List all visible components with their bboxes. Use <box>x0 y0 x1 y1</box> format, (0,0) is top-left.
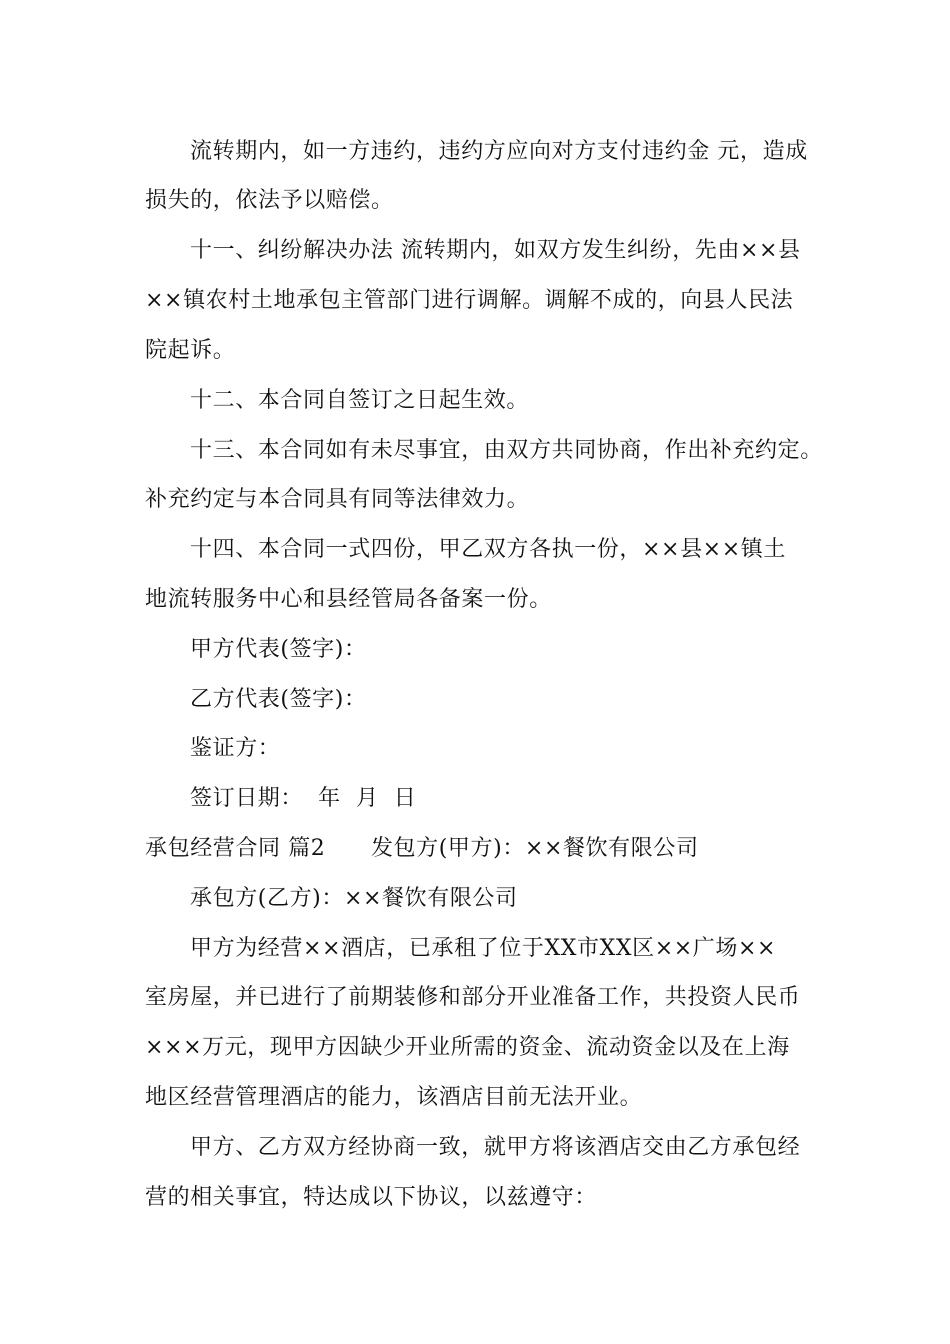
text-line: 甲方为经营××酒店，已承租了位于XX市XX区××广场×× <box>190 936 777 961</box>
signing-date-line: 签订日期： 年 月 日 <box>190 786 417 811</box>
text-line: 十一、纠纷解决办法 流转期内，如双方发生纠纷，先由××县 <box>190 238 801 263</box>
text-line: 十三、本合同如有未尽事宜，由双方共同协商，作出补充约定。 <box>190 438 823 463</box>
signature-line-party-a: 甲方代表(签字)： <box>190 637 367 662</box>
text-line: ×××万元，现甲方因缺少开业所需的资金、流动资金以及在上海 <box>145 1035 790 1060</box>
text-line: 十四、本合同一式四份，甲乙双方各执一份，××县××镇土 <box>190 537 786 562</box>
signature-line-party-b: 乙方代表(签字)： <box>190 687 367 712</box>
text-line: 地区经营管理酒店的能力，该酒店目前无法开业。 <box>145 1085 643 1110</box>
text-line: 甲方、乙方双方经协商一致，就甲方将该酒店交由乙方承包经 <box>190 1135 801 1160</box>
text-line: 流转期内，如一方违约，违约方应向对方支付违约金 元，造成 <box>190 139 808 164</box>
text-line: 补充约定与本合同具有同等法律效力。 <box>145 487 530 512</box>
text-line: 承包方(乙方)：××餐饮有限公司 <box>190 886 518 911</box>
text-line: ××镇农村土地承包主管部门进行调解。调解不成的，向县人民法 <box>145 288 794 313</box>
text-line: 损失的，依法予以赔偿。 <box>145 188 394 213</box>
text-line: 营的相关事宜，特达成以下协议，以兹遵守： <box>145 1185 598 1210</box>
text-line: 地流转服务中心和县经管局各备案一份。 <box>145 587 552 612</box>
text-line: 十二、本合同自签订之日起生效。 <box>190 388 530 413</box>
witness-line: 鉴证方： <box>190 736 281 761</box>
text-line: 室房屋，并已进行了前期装修和部分开业准备工作，共投资人民币 <box>145 985 801 1010</box>
section-heading: 承包经营合同 篇2 发包方(甲方)：××餐饮有限公司 <box>145 836 699 861</box>
text-line: 院起诉。 <box>145 338 236 363</box>
